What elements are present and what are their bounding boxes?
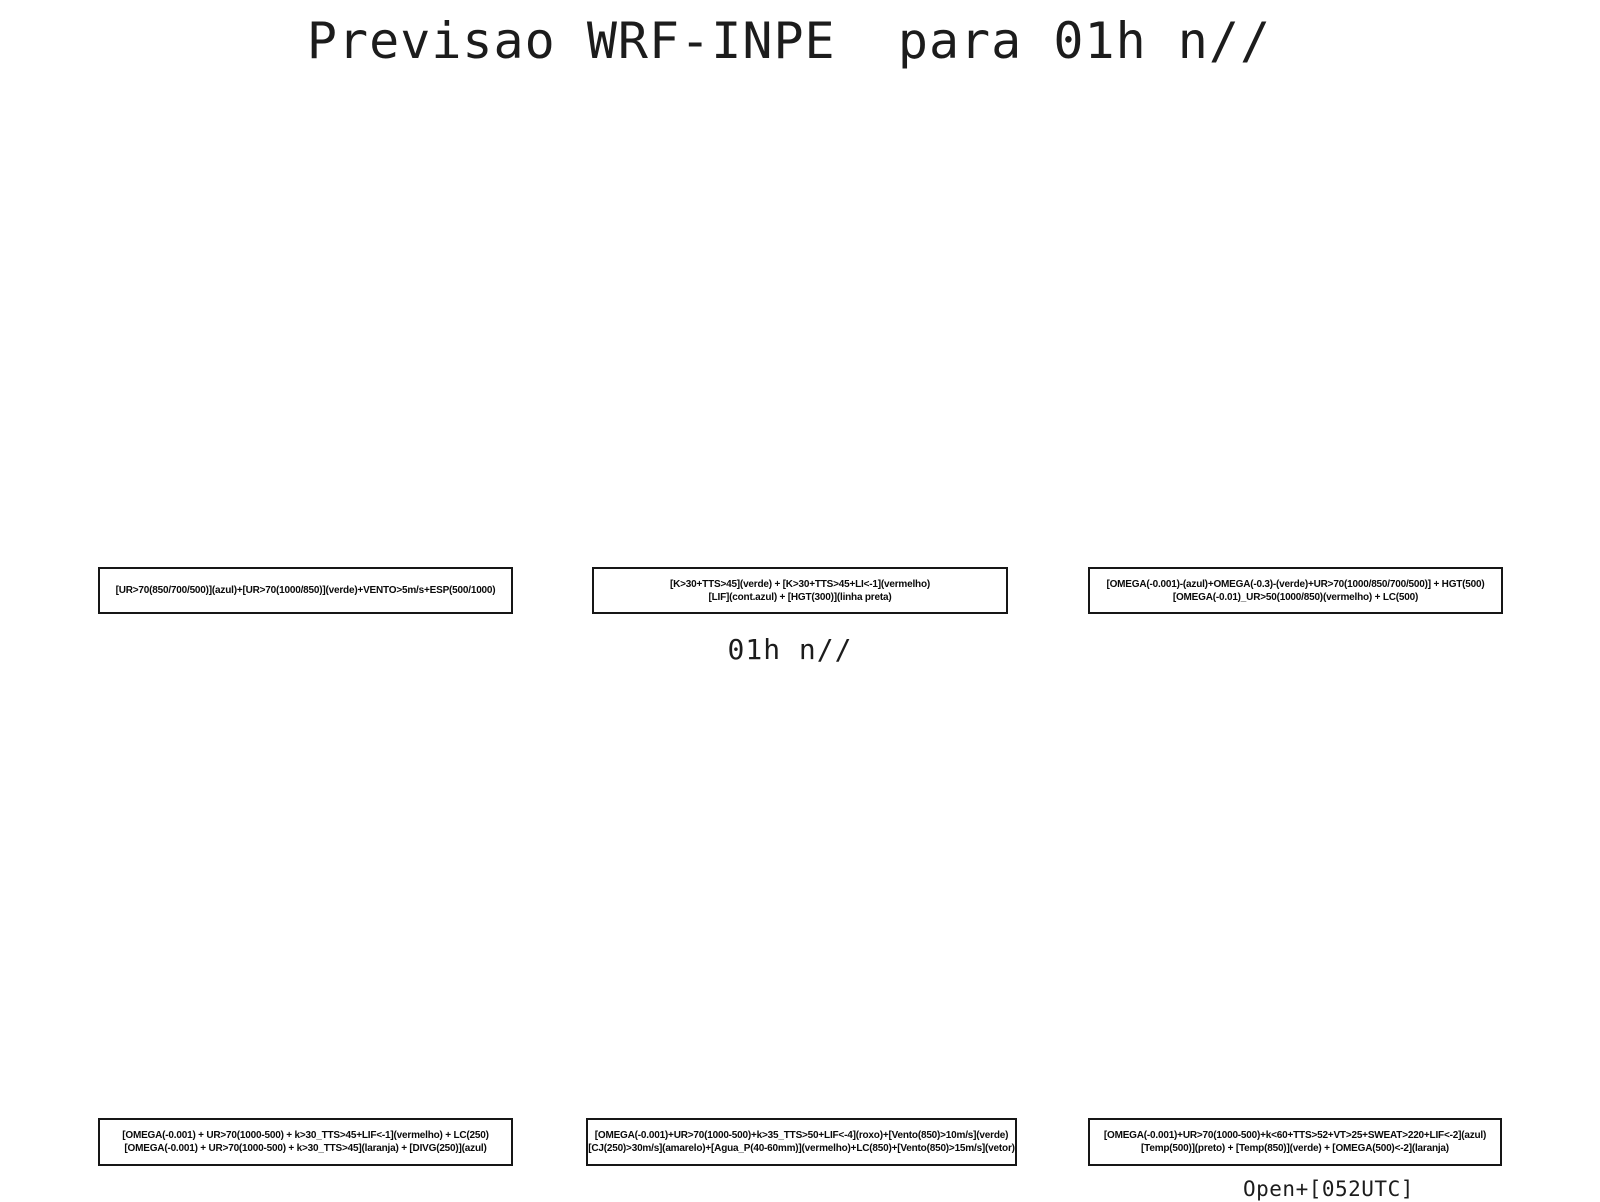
legend-box-bottom-left: [98, 1118, 513, 1166]
legend-line: [LIF](cont.azul) + [HGT(300)](linha preta): [708, 591, 892, 603]
legend-line: [OMEGA(-0.001)+UR>70(1000-500)+k<60+TTS>52+VT>25+SWEAT>220+LIF<-2](azul): [1103, 1130, 1487, 1141]
legend-box-bottom-middle: [586, 1118, 1017, 1166]
legend-box-top-right: [1088, 567, 1503, 614]
legend-line: [CJ(250)>30m/s](amarelo)+[Agua_P(40-60mm)](vermelho)+LC(850)+[Vento(850)>15m/s](vetor): [588, 1143, 1015, 1154]
legend-line: [OMEGA(-0.001) + UR>70(1000-500) + k>30_TTS>45](laranja) + [DIVG(250)](azul): [124, 1143, 487, 1154]
cycle-label: 01h n//: [727, 633, 853, 666]
legend-line: [OMEGA(-0.01)_UR>50(1000/850)(vermelho) + LC(500): [1172, 591, 1419, 603]
legend-line: [OMEGA(-0.001) + UR>70(1000-500) + k>30_TTS>45+LIF<-1](vermelho) + LC(250): [122, 1130, 489, 1141]
legend-line: [OMEGA(-0.001)-(azul)+OMEGA(-0.3)-(verde)+UR>70(1000/850/700/500)] + HGT(500): [1106, 578, 1485, 590]
page-title: Previsao WRF-INPE para 01h n//: [306, 12, 1272, 70]
legend-line: [K>30+TTS>45](verde) + [K>30+TTS>45+LI<-1](vermelho): [670, 578, 930, 590]
legend-box-bottom-right: [1088, 1118, 1502, 1166]
legend-line: [Temp(500)](preto) + [Temp(850)](verde) + [OMEGA(500)<-2](laranja): [1141, 1143, 1449, 1154]
run-timestamp-label: Open+[052UTC]: [1243, 1177, 1414, 1201]
legend-box-top-middle: [592, 567, 1008, 614]
legend-line: [UR>70(850/700/500)](azul)+[UR>70(1000/850)](verde)+VENTO>5m/s+ESP(500/1000): [115, 585, 496, 596]
legend-line: [OMEGA(-0.001)+UR>70(1000-500)+k>35_TTS>50+LIF<-4](roxo)+[Vento(850)>10m/s](verde): [594, 1130, 1009, 1141]
legend-box-top-left: [98, 567, 513, 614]
